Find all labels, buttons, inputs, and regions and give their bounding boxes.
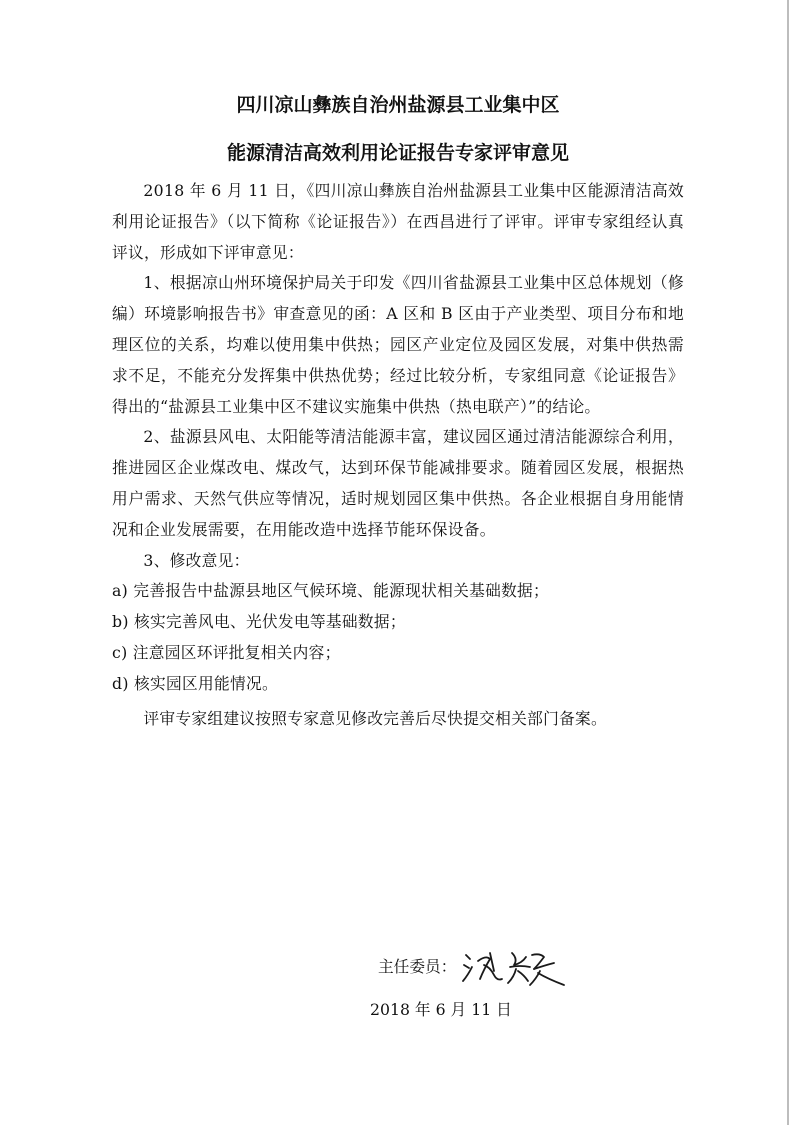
handwritten-signature xyxy=(460,945,570,989)
chair-label: 主任委员： xyxy=(378,957,457,976)
signature-block xyxy=(370,945,618,1025)
sign-date: 2018 年 6 月 11 日 xyxy=(370,1000,512,1019)
revision-item-d: d) 核实园区用能情况。 xyxy=(112,673,278,693)
document-title-line-2: 能源清洁高效利用论证报告专家评审意见 xyxy=(226,142,569,164)
document-body xyxy=(112,92,684,734)
document-title-line-1: 四川凉山彝族自治州盐源县工业集中区 xyxy=(236,94,560,116)
opinion-point-2: 2、盐源县风电、太阳能等清洁能源丰富，建议园区通过清洁能源综合利用，推进园区企业煤改电、煤改气，达到环保节能减排要求。随着园区发展，根据热用户需求、天然气供应等情况，适时规划园区集中供热。各企业根据自身用能情况和企业发展需要，在用能改造中选择节能环保设备。 xyxy=(112,427,684,539)
closing-paragraph: 评审专家组建议按照专家意见修改完善后尽快提交相关部门备案。 xyxy=(143,708,608,728)
opinion-point-1: 1、根据凉山州环境保护局关于印发《四川省盐源县工业集中区总体规划（修编）环境影响报告书》审查意见的函：A 区和 B 区由于产业类型、项目分布和地理区位的关系，均难以使用集中供热；园区产业定位及园区发展，对集中供热需求不足，不能充分发挥集中供热优势；经过比较分析，专家组同意《论证报告》得出的“盐源县工业集中区不建议实施集中供热（热电联产）”的结论。 xyxy=(112,273,684,416)
revision-item-c: c) 注意园区环评批复相关内容； xyxy=(112,642,341,662)
revision-item-a: a) 完善报告中盐源县地区气候环境、能源现状相关基础数据； xyxy=(112,581,550,601)
intro-paragraph: 2018 年 6 月 11 日，《四川凉山彝族自治州盐源县工业集中区能源清洁高效利用论证报告》（以下简称《论证报告》）在西昌进行了评审。评审专家组经认真评议，形成如下评审意见： xyxy=(112,181,684,262)
scan-edge-line xyxy=(787,0,789,1125)
revision-item-b: b) 核实完善风电、光伏发电等基础数据； xyxy=(112,612,406,632)
opinion-point-3-heading: 3、修改意见： xyxy=(143,550,250,570)
